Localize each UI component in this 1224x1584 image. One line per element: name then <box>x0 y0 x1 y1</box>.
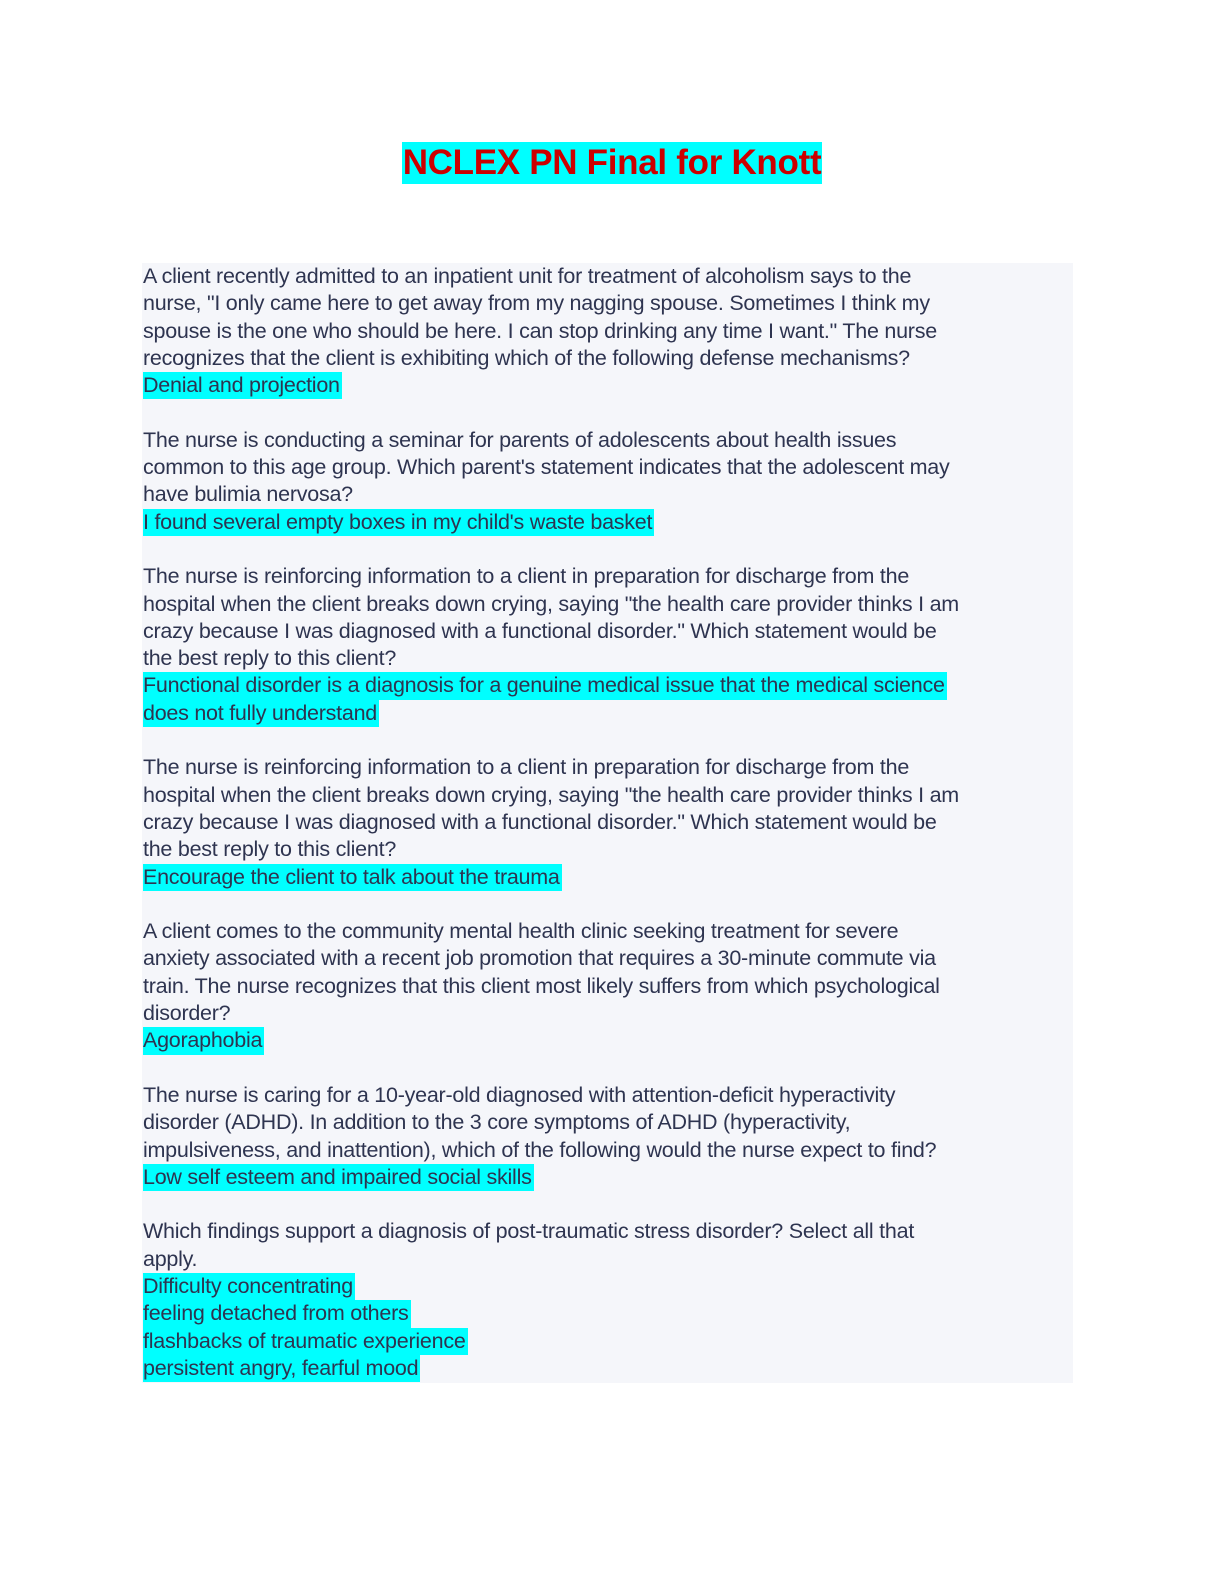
question-text-line: The nurse is caring for a 10-year-old diagnosed with attention-deficit hyperactivity <box>143 1082 896 1107</box>
question-text-line: the best reply to this client? <box>143 837 397 862</box>
highlighted-answer: Difficulty concentrating <box>143 1273 355 1300</box>
question-text-line: Which findings support a diagnosis of post-traumatic stress disorder? Select all that <box>143 1219 915 1244</box>
question-text-line: crazy because I was diagnosed with a functional disorder." Which statement would be <box>143 618 937 643</box>
answer-line <box>142 372 1073 399</box>
question-text-line: hospital when the client breaks down crying, saying "the health care provider thinks I am <box>143 591 959 616</box>
highlighted-answer: Functional disorder is a diagnosis for a genuine medical issue that the medical science <box>143 672 947 699</box>
answer-line <box>142 700 1073 727</box>
answer-line <box>142 672 1073 699</box>
question-text-line: nurse, "I only came here to get away from my nagging spouse. Sometimes I think my <box>143 291 930 316</box>
document-title: NCLEX PN Final for Knott <box>402 143 822 182</box>
question-block <box>142 918 1073 1054</box>
question-text-line: have bulimia nervosa? <box>143 482 353 507</box>
question-text-line: train. The nurse recognizes that this client most likely suffers from which psychological <box>143 973 940 998</box>
question-text-line: spouse is the one who should be here. I can stop drinking any time I want." The nurse <box>143 318 937 343</box>
highlighted-answer: Low self esteem and impaired social skills <box>143 1164 534 1191</box>
question-text-line: anxiety associated with a recent job promotion that requires a 30-minute commute via <box>143 946 936 971</box>
highlighted-answer: Agoraphobia <box>143 1027 264 1054</box>
question-text-line: The nurse is reinforcing information to a client in preparation for discharge from the <box>143 755 910 780</box>
answer-line <box>142 864 1073 891</box>
question-list <box>142 263 1073 1383</box>
question-text-line: apply. <box>143 1246 198 1271</box>
answer-line <box>142 1300 1073 1327</box>
question-text-line: crazy because I was diagnosed with a functional disorder." Which statement would be <box>143 809 937 834</box>
answer-line <box>142 1328 1073 1355</box>
question-text-line: impulsiveness, and inattention), which of the following would the nurse expect to find? <box>143 1137 937 1162</box>
question-text-line: disorder (ADHD). In addition to the 3 core symptoms of ADHD (hyperactivity, <box>143 1110 851 1135</box>
highlighted-answer: persistent angry, fearful mood <box>143 1355 420 1382</box>
question-text-line: the best reply to this client? <box>143 646 397 671</box>
highlighted-answer: does not fully understand <box>143 700 379 727</box>
question-text-line: The nurse is reinforcing information to a client in preparation for discharge from the <box>143 564 910 589</box>
question-text-line: The nurse is conducting a seminar for parents of adolescents about health issues <box>143 427 897 452</box>
title-container <box>0 142 1224 184</box>
question-block <box>142 563 1073 727</box>
question-block <box>142 754 1073 890</box>
answer-line <box>142 509 1073 536</box>
answer-line <box>142 1355 1073 1382</box>
question-text-line: common to this age group. Which parent's statement indicates that the adolescent may <box>143 455 950 480</box>
highlighted-answer: Encourage the client to talk about the trauma <box>143 864 562 891</box>
answer-line <box>142 1273 1073 1300</box>
answer-line <box>142 1164 1073 1191</box>
question-block <box>142 1082 1073 1191</box>
question-block <box>142 1218 1073 1382</box>
question-text-line: A client recently admitted to an inpatient unit for treatment of alcoholism says to the <box>143 264 912 288</box>
question-block <box>142 427 1073 536</box>
question-block <box>142 263 1073 399</box>
question-text-line: A client comes to the community mental health clinic seeking treatment for severe <box>143 919 899 944</box>
highlighted-answer: I found several empty boxes in my child's waste basket <box>143 509 654 536</box>
highlighted-answer: feeling detached from others <box>143 1300 411 1327</box>
question-text-line: recognizes that the client is exhibiting which of the following defense mechanisms? <box>143 345 910 370</box>
highlighted-answer: Denial and projection <box>143 372 342 399</box>
highlighted-answer: flashbacks of traumatic experience <box>143 1328 468 1355</box>
answer-line <box>142 1027 1073 1054</box>
question-text-line: disorder? <box>143 1001 231 1026</box>
question-text-line: hospital when the client breaks down crying, saying "the health care provider thinks I am <box>143 782 959 807</box>
